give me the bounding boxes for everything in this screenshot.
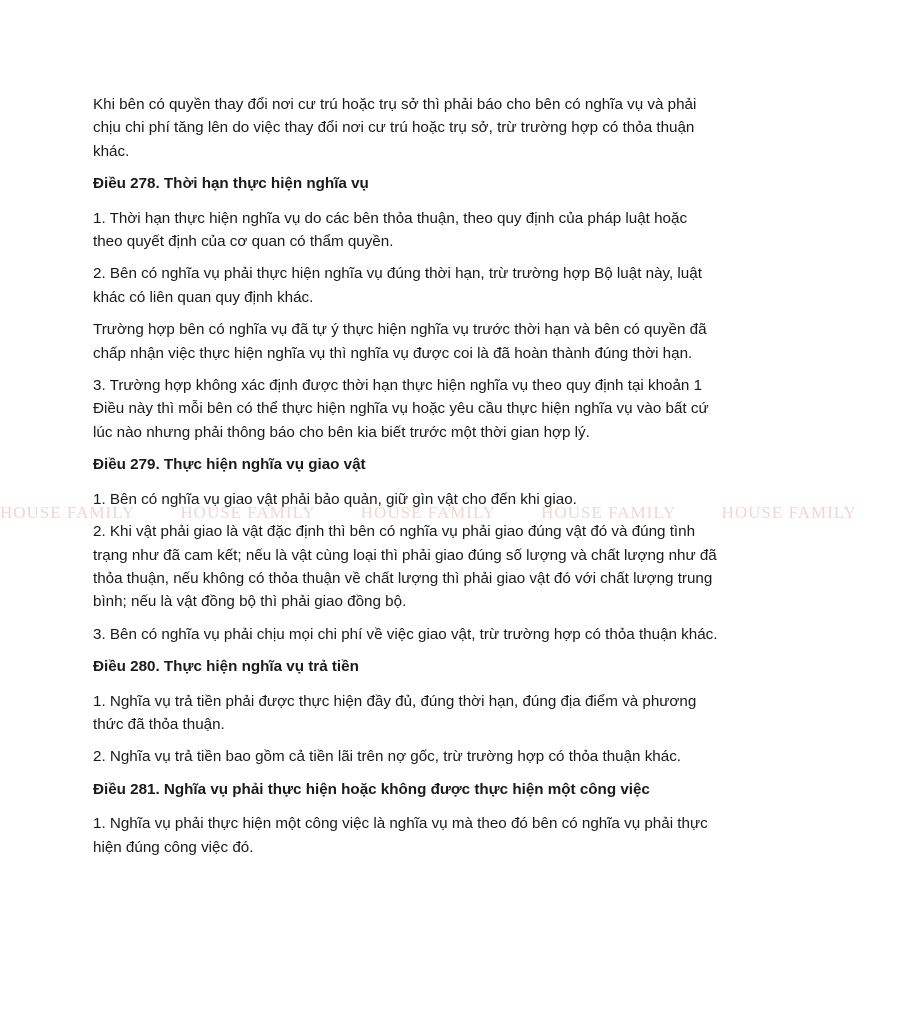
article-278-clause-3: 3. Trường hợp không xác định được thời hạn thực hiện nghĩa vụ theo quy định tại khoản 1 Điều này thì mỗi bên có thể thực hiện nghĩa vụ hoặc yêu cầu thực hiện nghĩa vụ vào bất cứ lúc nào nhưng phải thông báo cho bên kia biết trước một thời gian hợp lý. [93, 377, 709, 441]
article-280-clause-2: 2. Nghĩa vụ trả tiền bao gồm cả tiền lãi trên nợ gốc, trừ trường hợp có thỏa thuận khác. [93, 748, 682, 766]
watermark-text: HOUSE FAMILY [541, 503, 677, 522]
article-278-clause-2: 2. Bên có nghĩa vụ phải thực hiện nghĩa vụ đúng thời hạn, trừ trường hợp Bộ luật này, luật khác có liên quan quy định khác. [93, 265, 702, 306]
article-280-clause-1: 1. Nghĩa vụ trả tiền phải được thực hiện đầy đủ, đúng thời hạn, đúng địa điểm và phương thức đã thỏa thuận. [93, 692, 697, 733]
article-279-heading: Điều 279. Thực hiện nghĩa vụ giao vật [93, 456, 366, 474]
article-279-clause-3: 3. Bên có nghĩa vụ phải chịu mọi chi phí về việc giao vật, trừ trường hợp có thỏa thuận khác. [93, 625, 718, 643]
watermark-text: HOUSE FAMILY [721, 503, 857, 522]
article-281-clause-1: 1. Nghĩa vụ phải thực hiện một công việc là nghĩa vụ mà theo đó bên có nghĩa vụ phải thực hiện đúng công việc đó. [93, 815, 708, 856]
watermark-text: HOUSE FAMILY [180, 503, 316, 522]
article-278-heading: Điều 278. Thời hạn thực hiện nghĩa vụ [93, 175, 369, 193]
article-279-clause-1: 1. Bên có nghĩa vụ giao vật phải bảo quản, giữ gìn vật cho đến khi giao. [93, 490, 577, 508]
document-page [93, 93, 718, 868]
article-280-heading: Điều 280. Thực hiện nghĩa vụ trả tiền [93, 658, 359, 676]
paragraph-intro: Khi bên có quyền thay đổi nơi cư trú hoặc trụ sở thì phải báo cho bên có nghĩa vụ và phải chịu chi phí tăng lên do việc thay đổi nơi cư trú hoặc trụ sở, trừ trường hợp có thỏa thuận khác. [93, 96, 697, 160]
article-278-clause-1: 1. Thời hạn thực hiện nghĩa vụ do các bên thỏa thuận, theo quy định của pháp luật hoặc theo quyết định của cơ quan có thẩm quyền. [93, 209, 688, 251]
article-281-heading: Điều 281. Nghĩa vụ phải thực hiện hoặc không được thực hiện một công việc [93, 780, 650, 798]
article-279-clause-2: 2. Khi vật phải giao là vật đặc định thì bên có nghĩa vụ phải giao đúng vật đó và đúng tình trạng như đã cam kết; nếu là vật cùng loại thì phải giao đúng số lượng và chất lượng như đã thỏa thuận, nếu không có thỏa thuận về chất lượng thì phải giao vật đó với chất lượng trung bình; nếu là vật đồng bộ thì phải giao đồng bộ. [93, 523, 717, 611]
watermark-text: HOUSE FAMILY [0, 503, 136, 522]
watermark-text: HOUSE FAMILY [360, 503, 496, 522]
article-278-clause-2-note: Trường hợp bên có nghĩa vụ đã tự ý thực hiện nghĩa vụ trước thời hạn và bên có quyền đã chấp nhận việc thực hiện nghĩa vụ thì nghĩa vụ được coi là đã hoàn thành đúng thời hạn. [93, 321, 707, 362]
